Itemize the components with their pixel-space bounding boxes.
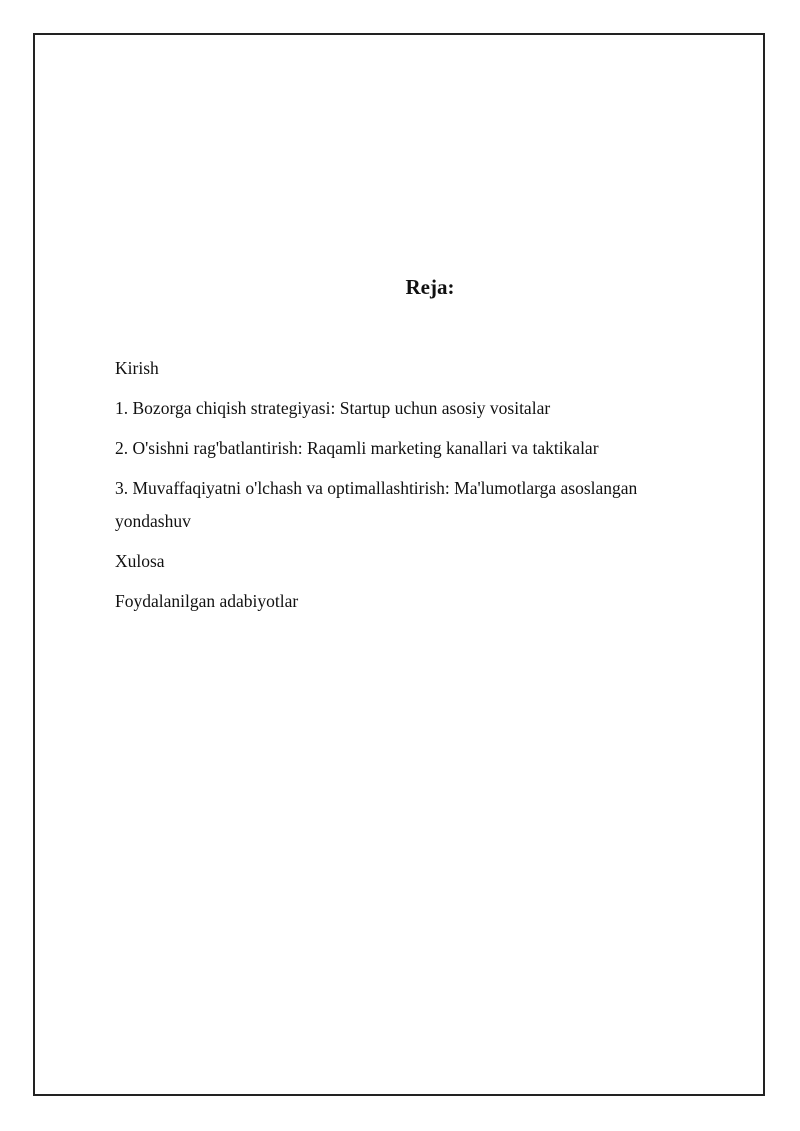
- toc-item-chapter-1: 1. Bozorga chiqish strategiyasi: Startup uchun asosiy vositalar: [115, 398, 551, 418]
- toc-item-conclusion: Xulosa: [115, 551, 165, 571]
- toc-item-introduction: Kirish: [115, 358, 159, 378]
- table-of-contents: [115, 352, 705, 625]
- toc-item-chapter-3: 3. Muvaffaqiyatni o'lchash va optimallashtirish: Ma'lumotlarga asoslangan yondashuv: [115, 478, 638, 531]
- page-title: Reja:: [405, 275, 455, 299]
- toc-item-chapter-2: 2. O'sishni rag'batlantirish: Raqamli marketing kanallari va taktikalar: [115, 438, 599, 458]
- toc-item-references: Foydalanilgan adabiyotlar: [115, 591, 299, 611]
